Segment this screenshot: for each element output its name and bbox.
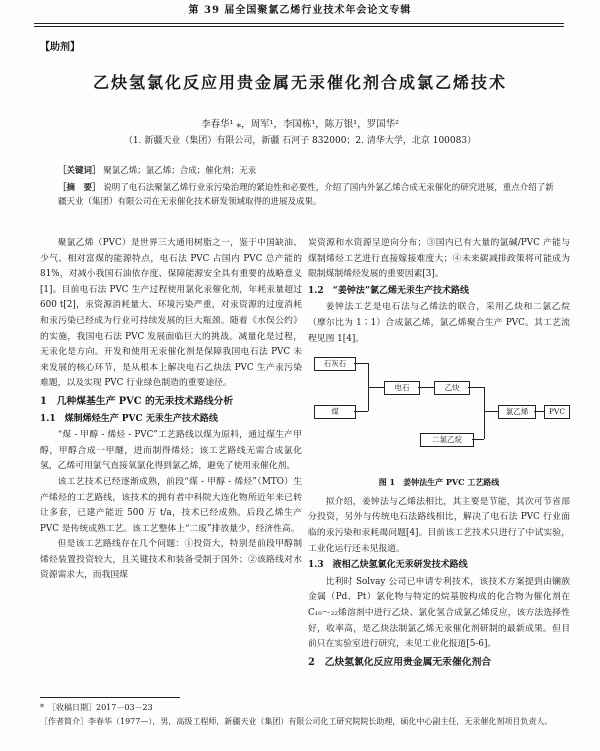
node-coal: 煤 [314, 405, 356, 419]
paragraph: 拟介绍，姜钟法与乙烯法相比，其主要是节能，其次可节省部分投资，另外与传统电石法路线相比，解决了电石法 PVC 行业面临的汞污染和汞耗竭问题[4]。目前该工艺技术只进行了中试实验，工业化运行还未见报道。 [308, 496, 570, 554]
section-1-3-heading: 1.3 液相乙炔氢氯化无汞研发技术路线 [308, 560, 468, 571]
node-acetylene: 乙炔 [434, 381, 470, 395]
article-title: 乙炔氢氯化反应用贵金属无汞催化剂合成氯乙烯技术 [92, 73, 507, 92]
left-column [40, 236, 302, 584]
flow-arrow [368, 387, 384, 388]
flow-arrow [484, 411, 498, 412]
flow-connector [472, 439, 484, 440]
figure-caption: 图 1 姜钟法生产 PVC 工艺路线 [378, 477, 500, 488]
paragraph: 但是该工艺路线存在几个问题：①投资大，特别是前段甲醇制烯烃装置投资较大，且关键技术和装备受制于国外；②该路线对水资源需求大，而我国煤 [40, 539, 302, 581]
node-vinyl-chloride: 氯乙烯 [498, 405, 536, 419]
author-list: 李春华¹ ⁎，周军¹，李国栋¹，陈万银¹，罗国华² [201, 119, 399, 130]
intro-paragraph: 聚氯乙烯（PVC）是世界三大通用树脂之一，鉴于中国缺油、少气、相对富煤的能源特点，电石法 PVC 占国内 PVC 总产能的 81%，对减小我国石油依存度、保障能源安全具有重要的战略意义[1]。目前电石法 PVC 生产过程使用氯化汞催化剂，年耗汞量超过 600 t[2]，汞资源消耗量大、环境污染严重，对汞资源的过度消耗和汞污染已经成为行业可持续发展的巨大瓶颈。随着《水俣公约》的实施，我国电石法 PVC 发展面临巨大的挑战。减量化是过程，无汞化是方向。开发和使用无汞催化剂是保障我国电石法 PVC 未来发展的核心环节，是从根本上解决电石乙炔法 PVC 生产汞污染难题，以及实现 PVC 行业绿色制造的重要途径。 [40, 238, 302, 389]
abstract-block [58, 181, 558, 209]
header-rule [34, 23, 564, 24]
node-pvc: PVC [544, 405, 570, 419]
paragraph: 该工艺技术已经逐渐成熟，前段“煤 - 甲醇 - 烯烃”（MTO）生产烯烃的工艺路线，该技术的拥有者中科院大连化物所近年来已转让多套，已建产能近 500 万 t/a，技术已经成熟。后段乙烯生产 PVC 是传统成熟工艺。该工艺整体上“二废”排放量少，经济性高。 [40, 476, 302, 534]
section-1-1-heading: 1.1 煤制烯烃生产 PVC 无汞生产技术路线 [40, 413, 218, 424]
paragraph: 炭资源和水资源呈逆向分布；③国内已有大量的氯碱/PVC 产能与煤制烯烃工艺进行直接嫁接难度大；④未来碳减排政策将可能成为限制煤制烯烃发展的重要因素[3]。 [308, 238, 570, 280]
running-header: 第 39 届全国聚氯乙烯行业技术年会论文专辑 [188, 5, 412, 16]
paragraph: “煤 - 甲醇 - 烯烃 - PVC”工艺路线以煤为原料，通过煤生产甲醇，甲醇合成一甲醚，进而制得烯烃；该工艺路线无需合成氯化氢，乙烯可用氯气直接氧氯化得到氯乙烯，避免了使用汞催化剂。 [40, 430, 302, 472]
flow-arrow [418, 387, 434, 388]
section-1-2-heading: 1.2 “姜钟法”氯乙烯无汞生产技术路线 [308, 285, 470, 296]
footnote-rule [40, 697, 180, 698]
node-calcium-carbide: 电石 [384, 381, 420, 395]
section-2-heading: 2 乙炔氢氯化反应用贵金属无汞催化剂合 [308, 656, 492, 668]
node-limestone: 石灰石 [314, 357, 356, 371]
process-flow-figure [308, 351, 570, 473]
keywords-label: ［关键词］ [58, 166, 101, 176]
keywords-block [58, 164, 558, 176]
abstract-text: 说明了电石法聚氯乙烯行业汞污染治理的紧迫性和必要性，介绍了国内外氯乙烯合成无汞催化的研究进展，重点介绍了新疆天业（集团）有限公司在无汞催化技术研发领域取得的进展及成果。 [58, 183, 554, 207]
section-1-heading: 1 几种煤基生产 PVC 的无汞技术路线分析 [40, 395, 234, 407]
keywords-text: 聚氯乙烯；氯乙烯；合成；催化剂；无汞 [103, 166, 257, 176]
flow-arrow [534, 411, 544, 412]
flow-connector [354, 411, 368, 412]
node-edc: 二氯乙烷 [420, 433, 474, 447]
paragraph: 姜钟法工艺是电石法与乙烯法的联合，采用乙炔和二氯乙烷（摩尔比为 1∶1）合成氯乙烯，氯乙烯聚合生产 PVC。其工艺流程见图 1[4]。 [308, 302, 570, 344]
category-tag: 【助剂】 [40, 42, 80, 53]
flow-connector [484, 387, 485, 439]
flow-arrow [468, 387, 484, 388]
right-column [308, 236, 570, 672]
abstract-label: ［摘 要］ [58, 183, 101, 193]
paragraph: 比利时 Solvay 公司已申请专利技术，该技术方案提到由镧族金属（Pd、Pt）氯化物与特定的烷基胺构成的化合物为催化剂在 C₁₀～₂₂烯溶剂中进行乙炔、氯化氢合成氯乙烯反应，该方法选择性好，收率高，是乙炔法制氯乙烯无汞催化剂研制的最新成果。但目前只在实验室进行研究，未见工业化报道[5-6]。 [308, 576, 570, 650]
header-rule-thin [34, 26, 564, 27]
affiliation: （1. 新疆天业（集团）有限公司，新疆 石河子 832000；2. 清华大学，北京 100083） [123, 136, 477, 146]
flow-connector [354, 363, 368, 364]
received-date: * ［收稿日期］2017－03－23 [40, 703, 153, 712]
author-intro: ［作者简介］李春华（1977—），男，高级工程师，新疆天业（集团）有限公司化工研究院院长助理，硕化中心副主任，无汞催化剂项目负责人。 [40, 717, 553, 726]
